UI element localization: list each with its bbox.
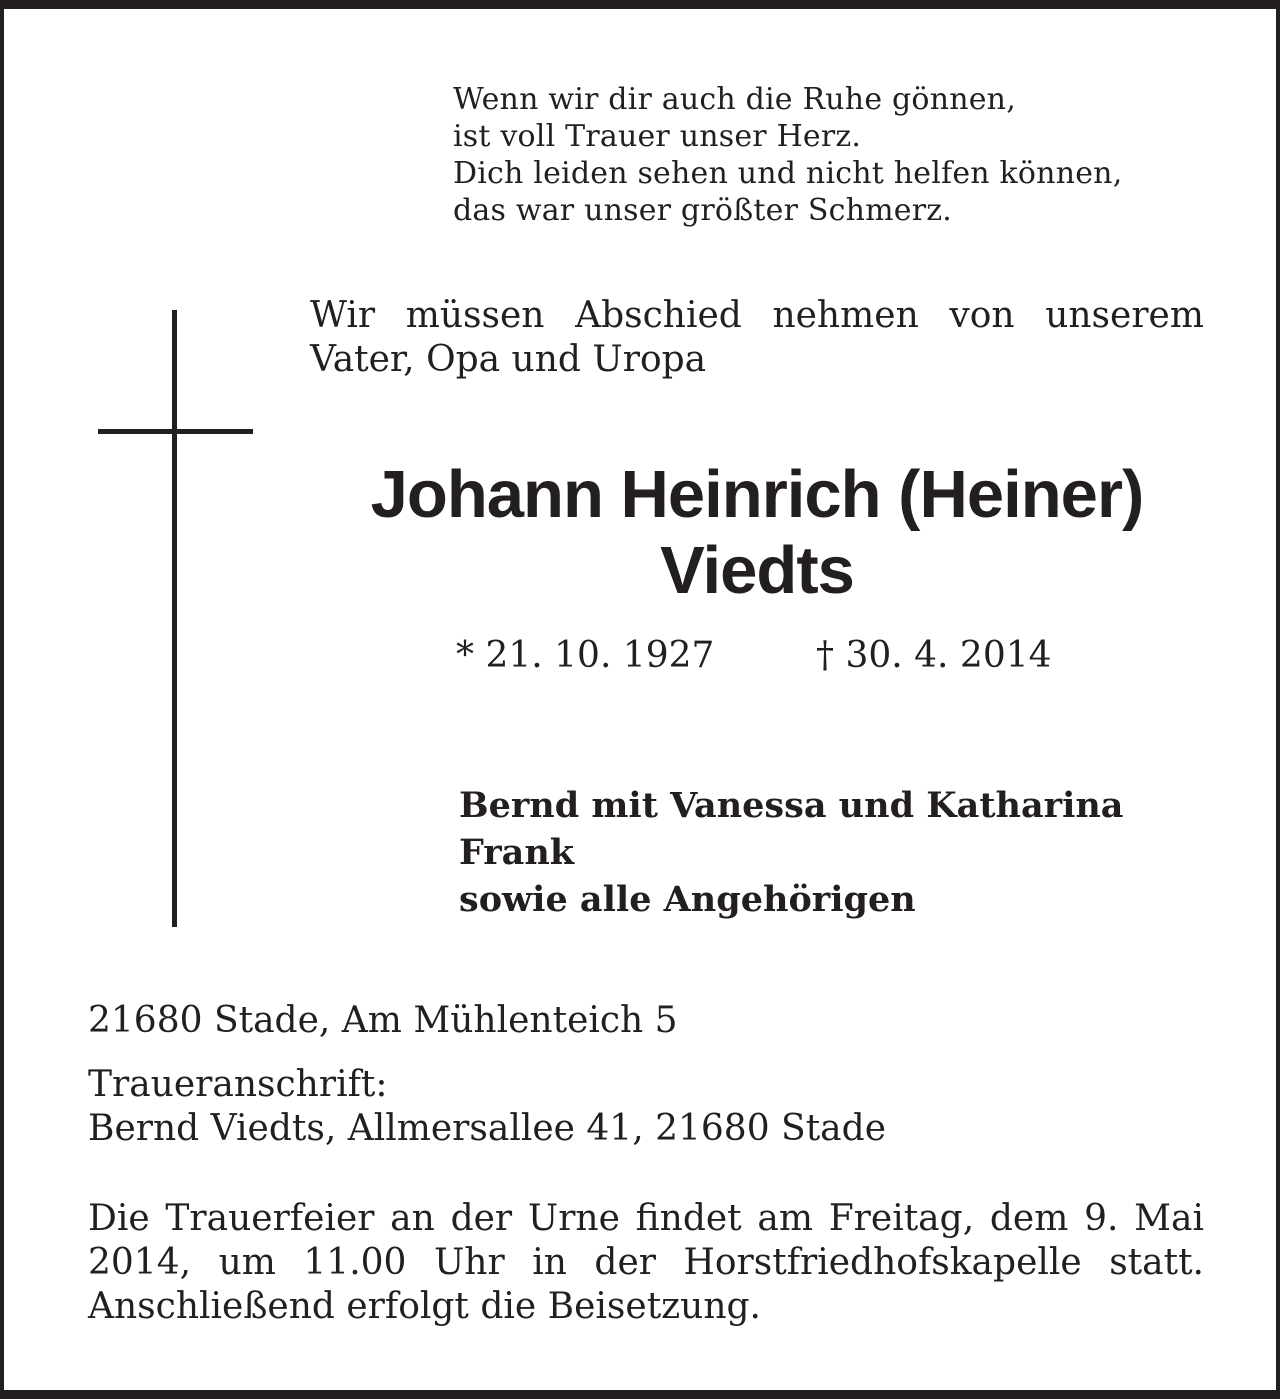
family-line: sowie alle Angehörigen (459, 879, 916, 920)
family-line: Bernd mit Vanessa und Katharina (459, 785, 1124, 826)
deceased-name-line1: Johann Heinrich (Heiner) (370, 457, 1144, 532)
poem-line: Wenn wir dir auch die Ruhe gönnen, (453, 82, 1016, 117)
poem (453, 81, 1122, 229)
birth-date: * 21. 10. 1927 (456, 635, 715, 676)
deceased-name-line2: Viedts (660, 533, 854, 608)
death-date: † 30. 4. 2014 (816, 635, 1052, 676)
deceased-name (310, 457, 1204, 609)
poem-line: Dich leiden sehen und nicht helfen können, (453, 156, 1123, 191)
poem-line: ist voll Trauer unser Herz. (453, 119, 862, 154)
mourning-address (88, 1063, 886, 1151)
farewell-intro: Wir müssen Abschied nehmen von unserem Vater, Opa und Uropa (310, 295, 1204, 380)
poem-line: das war unser größter Schmerz. (453, 193, 953, 228)
family-line: Frank (459, 832, 575, 873)
mourning-address-value: Bernd Viedts, Allmersallee 41, 21680 Stade (88, 1108, 886, 1149)
family-signature (459, 782, 1124, 923)
cross-icon (172, 310, 177, 927)
cross-icon-bar (98, 429, 253, 434)
mourning-address-label: Traueranschrift: (88, 1064, 388, 1105)
residence-address: 21680 Stade, Am Mühlenteich 5 (88, 1000, 678, 1041)
funeral-service-notice: Die Trauerfeier an der Urne findet am Freitag, dem 9. Mai 2014, um 11.00 Uhr in der Horstfriedhofskapelle statt. Anschließend erfolgt die Beisetzung. (88, 1198, 1204, 1327)
